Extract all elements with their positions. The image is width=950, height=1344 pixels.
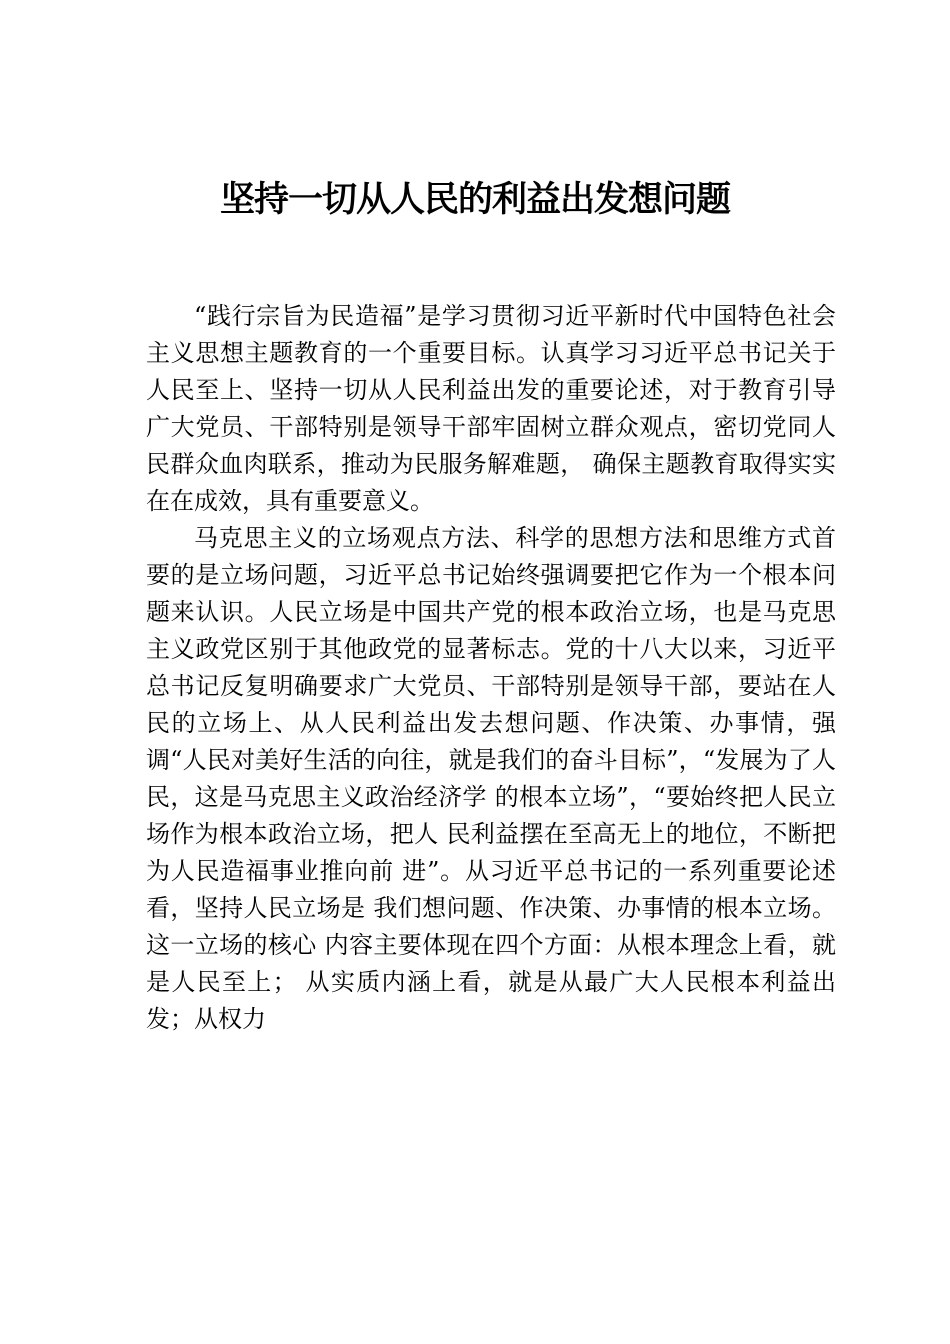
document-title: 坚持一切从人民的利益出发想问题 bbox=[219, 179, 730, 220]
paragraph-1: “践行宗旨为民造福”是学习贯彻习近平新时代中国特色社会主义思想主题教育的一个重要目标。认真学习习近平总书记关于人民至上、坚持一切从人民利益出发的重要论述，对于教育引导广大党员、干部特别是领导干部牢固树立群众观点，密切党同人民群众血肉联系，推动为民服务解难题， 确保主题教育取得实实在在成效，具有重要意义。 bbox=[146, 302, 836, 515]
paragraph-2: 马克思主义的立场观点方法、科学的思想方法和思维方式首要的是立场问题，习近平总书记始终强调要把它作为一个根本问题来认识。人民立场是中国共产党的根本政治立场，也是马克思主义政党区别于其他政党的显著标志。党的十八大以来，习近平总书记反复明确要求广大党员、干部特别是领导干部，要站在人民的立场上、从人民利益出发去想问题、作决策、办事情，强调“人民对美好生活的向往，就是我们的奋斗目标”，“发展为了人民，这是马克思主义政治经济学 的根本立场”，“要始终把人民立场作为根本政治立场，把人 民利益摆在至高无上的地位，不断把为人民造福事业推向前 进”。从习近平总书记的一系列重要论述看，坚持人民立场是 我们想问题、作决策、办事情的根本立场。这一立场的核心 内容主要体现在四个方面：从根本理念上看，就是人民至上； 从实质内涵上看，就是从最广大人民根本利益出发；从权力 bbox=[146, 524, 836, 1033]
document-body bbox=[146, 298, 836, 1038]
